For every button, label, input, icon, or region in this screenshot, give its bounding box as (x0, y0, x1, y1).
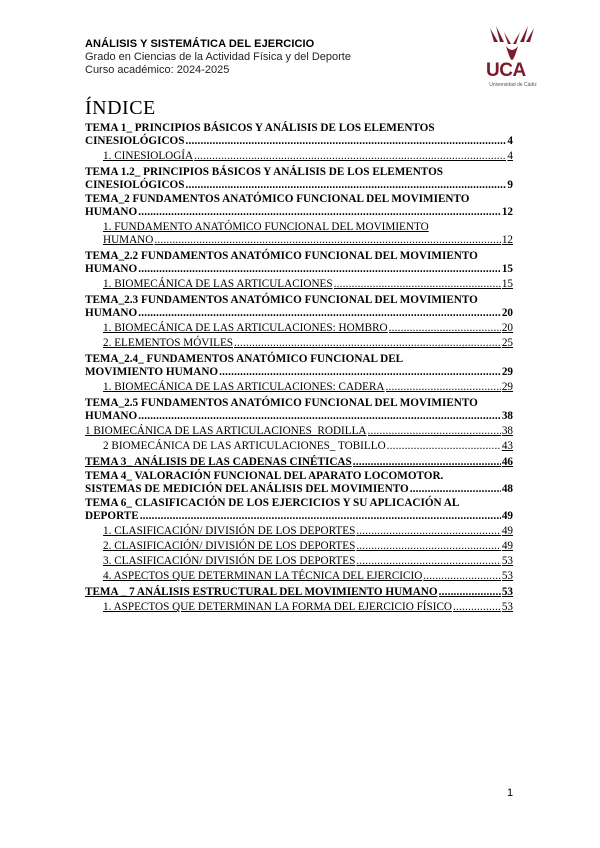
toc-entry-title: 1. BIOMECÁNICA DE LAS ARTICULACIONES: CADERA (103, 381, 385, 393)
toc-page-number: 4 (507, 135, 513, 147)
toc-page-number: 53 (501, 570, 513, 582)
toc-entry-title: 2 BIOMECÁNICA DE LAS ARTICULACIONES_ TOBILLO (103, 440, 386, 452)
toc-entry[interactable] (85, 192, 513, 219)
toc-entry[interactable] (85, 455, 513, 469)
toc-entry[interactable] (85, 165, 513, 192)
toc-entry-title: 1. CLASIFICACIÓN/ DIVISIÓN DE LOS DEPORTES (103, 525, 356, 537)
toc-entry-title: HUMANO (103, 234, 154, 246)
dot-leader (389, 322, 501, 335)
dot-leader (234, 337, 501, 350)
dot-leader (368, 425, 501, 438)
toc-page-number: 38 (501, 425, 513, 437)
toc-entry[interactable] (85, 496, 513, 523)
toc-entry-title: HUMANO (85, 410, 138, 422)
toc-entry-title: SISTEMAS DE MEDICIÓN DEL ANÁLISIS DEL MOVIMIENTO (85, 483, 409, 495)
degree-name: Grado en Ciencias de la Actividad Física y del Deporte (85, 51, 351, 63)
toc-page-number: 53 (501, 601, 513, 613)
toc-entry-title-start: 1. FUNDAMENTO ANATÓMICO FUNCIONAL DEL MOVIMIENTO (103, 221, 429, 233)
toc-entry-title-start: TEMA 1_ PRINCIPIOS BÁSICOS Y ANÁLISIS DE LOS ELEMENTOS (85, 122, 435, 134)
logo-text: UCA (486, 60, 526, 81)
toc-entry-title: 1. BIOMECÁNICA DE LAS ARTICULACIONES: HOMBRO (103, 322, 388, 334)
dot-leader (138, 307, 501, 320)
toc-entry[interactable] (85, 322, 513, 335)
toc-entry-title: HUMANO (85, 307, 138, 319)
toc-page-number: 49 (501, 525, 513, 537)
toc-entry[interactable] (85, 396, 513, 423)
document-header (85, 38, 351, 77)
toc-entry-title: CINESIOLÓGICOS (85, 135, 185, 147)
toc-entry-title: 2. ELEMENTOS MÓVILES (103, 337, 233, 349)
toc-entry-title-start: TEMA_2.4_ FUNDAMENTOS ANATÓMICO FUNCIONAL DEL (85, 353, 404, 365)
index-title: ÍNDICE (85, 97, 156, 119)
toc-entry-title: TEMA 3_ ANÁLISIS DE LAS CADENAS CINÉTICAS (85, 456, 352, 468)
toc-entry[interactable] (85, 337, 513, 350)
dot-leader (353, 456, 501, 469)
dot-leader (386, 381, 501, 394)
toc-entry-title: 1 BIOMECÁNICA DE LAS ARTICULACIONES_RODILLA (85, 425, 367, 437)
toc-entry-title: HUMANO (85, 206, 138, 218)
toc-page-number: 20 (501, 322, 513, 334)
toc-entry[interactable] (85, 585, 513, 599)
bird-emblem-icon (484, 24, 540, 64)
dot-leader (138, 206, 501, 219)
dot-leader (185, 179, 506, 192)
dot-leader (410, 483, 501, 496)
toc-entry[interactable] (85, 555, 513, 568)
toc-page-number: 29 (501, 366, 513, 378)
page-number: 1 (507, 787, 514, 799)
dot-leader (356, 525, 501, 538)
dot-leader (356, 540, 501, 553)
toc-page-number: 9 (507, 179, 513, 191)
dot-leader (356, 555, 501, 568)
toc-entry-title-start: TEMA_2.3 FUNDAMENTOS ANATÓMICO FUNCIONAL DEL MOVIMIENTO (85, 294, 478, 306)
toc-page-number: 15 (501, 263, 513, 275)
toc-entry[interactable] (85, 425, 513, 438)
course-title: ANÁLISIS Y SISTEMÁTICA DEL EJERCICIO (85, 38, 315, 50)
toc-page-number: 15 (501, 278, 513, 290)
dot-leader (219, 366, 501, 379)
university-logo (484, 24, 540, 92)
dot-leader (140, 510, 501, 523)
toc-entry[interactable] (85, 352, 513, 379)
dot-leader (185, 135, 506, 148)
dot-leader (334, 278, 501, 291)
dot-leader (453, 601, 501, 614)
toc-entry-title-start: TEMA 4_ VALORACIÓN FUNCIONAL DEL APARATO LOCOMOTOR. (85, 470, 444, 482)
toc-entry[interactable] (85, 440, 513, 453)
dot-leader (439, 586, 501, 599)
toc-page-number: 20 (501, 307, 513, 319)
toc-entry-title-start: TEMA 1.2_ PRINCIPIOS BÁSICOS Y ANÁLISIS DE LOS ELEMENTOS (85, 166, 443, 178)
toc-entry[interactable] (85, 469, 513, 496)
toc-page-number: 12 (501, 206, 513, 218)
toc-page-number: 25 (501, 337, 513, 349)
toc-entry-title: 1. BIOMECÁNICA DE LAS ARTICULACIONES (103, 278, 333, 290)
toc-entry-title: 4. ASPECTOS QUE DETERMINAN LA TÉCNICA DEL EJERCICIO (103, 570, 423, 582)
toc-page-number: 49 (501, 510, 513, 522)
toc-page-number: 53 (501, 586, 513, 598)
toc-entry[interactable] (85, 601, 513, 614)
toc-page-number: 46 (501, 456, 513, 468)
toc-entry-title-start: TEMA_2.5 FUNDAMENTOS ANATÓMICO FUNCIONAL DEL MOVIMIENTO (85, 397, 478, 409)
toc-entry[interactable] (85, 278, 513, 291)
toc-entry[interactable] (85, 150, 513, 163)
toc-entry[interactable] (85, 381, 513, 394)
toc-entry-title: 3. CLASIFICACIÓN/ DIVISIÓN DE LOS DEPORTES (103, 555, 356, 567)
toc-entry[interactable] (85, 293, 513, 320)
toc-page-number: 38 (501, 410, 513, 422)
dot-leader (194, 150, 506, 163)
toc-page-number: 12 (501, 234, 513, 246)
dot-leader (154, 234, 500, 247)
toc-entry[interactable] (85, 540, 513, 553)
toc-page-number: 48 (501, 483, 513, 495)
toc-entry-title: DEPORTE (85, 510, 139, 522)
toc-entry[interactable] (85, 525, 513, 538)
toc-entry[interactable] (85, 121, 513, 148)
toc-entry-title: 1. ASPECTOS QUE DETERMINAN LA FORMA DEL EJERCICIO FÍSICO (103, 601, 453, 613)
dot-leader (423, 570, 501, 583)
toc-entry[interactable] (85, 249, 513, 276)
toc-entry-title: 1. CINESIOLOGÍA (103, 150, 194, 162)
toc-entry-title: TEMA _ 7 ANÁLISIS ESTRUCTURAL DEL MOVIMIENTO HUMANO (85, 586, 438, 598)
toc-entry-title: CINESIOLÓGICOS (85, 179, 185, 191)
toc-page-number: 29 (501, 381, 513, 393)
academic-year: Curso académico: 2024-2025 (85, 64, 230, 76)
dot-leader (138, 410, 501, 423)
toc-entry[interactable] (85, 570, 513, 583)
logo-subtext: Universidad de Cádiz (489, 82, 537, 88)
dot-leader (387, 440, 501, 453)
toc-entry-title-start: TEMA_2 FUNDAMENTOS ANATÓMICO FUNCIONAL DEL MOVIMIENTO (85, 193, 470, 205)
toc-entry[interactable] (85, 221, 513, 247)
toc-entry-title-start: TEMA_2.2 FUNDAMENTOS ANATÓMICO FUNCIONAL DEL MOVIMIENTO (85, 250, 478, 262)
toc-entry-title-start: TEMA 6_ CLASIFICACIÓN DE LOS EJERCICIOS Y SU APLICACIÓN AL (85, 497, 460, 509)
toc-page-number: 4 (507, 150, 513, 162)
toc-entry-title: HUMANO (85, 263, 138, 275)
toc-entry-title: 2. CLASIFICACIÓN/ DIVISIÓN DE LOS DEPORTES (103, 540, 356, 552)
toc-page-number: 53 (501, 555, 513, 567)
table-of-contents (85, 121, 513, 616)
toc-page-number: 43 (501, 440, 513, 452)
toc-page-number: 49 (501, 540, 513, 552)
dot-leader (138, 263, 501, 276)
toc-entry-title: MOVIMIENTO HUMANO (85, 366, 219, 378)
